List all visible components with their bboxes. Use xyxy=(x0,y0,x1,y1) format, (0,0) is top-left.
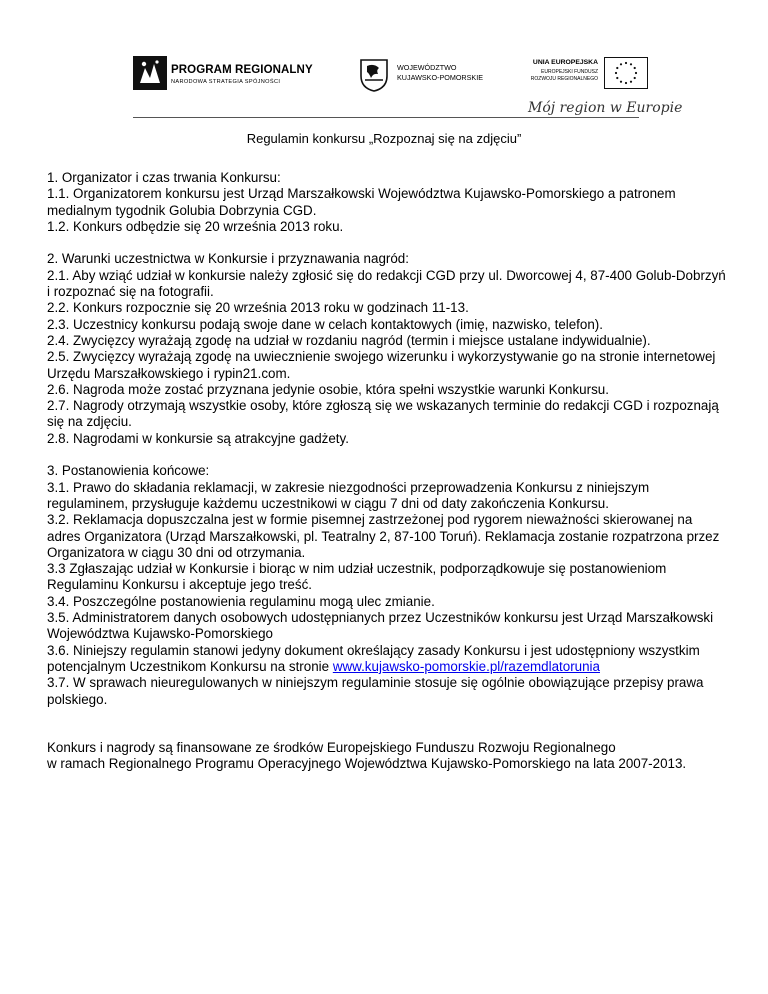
program-regionalny-subtitle: NARODOWA STRATEGIA SPÓJNOŚCI xyxy=(171,79,281,85)
section3-item: 3.2. Reklamacja dopuszczalna jest w formie pisemnej zastrzeżonej pod rygorem nieważności skierowanej na adres Organizatora (Urząd Marszałkowski, pl. Teatralny 2, 87-100 Toruń). Reklamacja zostanie rozpatrzona przez Organizatora w ciągu 30 dni od otrzymania. xyxy=(47,512,720,560)
program-regionalny-emblem-icon xyxy=(133,56,167,90)
section3-item: 3.1. Prawo do składania reklamacji, w zakresie niezgodności przeprowadzenia Konkursu z niniejszym regulaminem, przysługuje każdemu uczestnikowi w ciągu 7 dni od daty zakończenia Konkursu. xyxy=(47,479,650,511)
document-title: Regulamin konkursu „Rozpoznaj się na zdjęciu” xyxy=(246,131,522,146)
region-logo-line2: KUJAWSKO-POMORSKIE xyxy=(397,73,483,82)
eu-logo-line3: ROZWOJU REGIONALNEGO xyxy=(530,76,598,82)
section2-item: 2.7. Nagrody otrzymają wszystkie osoby, które zgłoszą się we wskazanych terminie do redakcji CGD i rozpoznają się na zdjęciu. xyxy=(47,398,719,430)
document-body xyxy=(47,170,727,772)
section1-item: 1.1. Organizatorem konkursu jest Urząd Marszałkowski Województwa Kujawsko-Pomorskiego a patronem medialnym tygodnik Golubia Dobrzynia CGD. xyxy=(47,186,676,218)
coat-of-arms-icon xyxy=(359,58,389,92)
eu-flag-icon xyxy=(604,57,648,89)
section2-item: 2.4. Zwycięzcy wyrażają zgodę na udział w rozdaniu nagród (termin i miejsce ustalane indywidualnie). xyxy=(47,332,651,348)
funding-line1: Konkurs i nagrody są finansowane ze środków Europejskiego Funduszu Rozwoju Regionalnego xyxy=(47,739,616,755)
section2-item: 2.1. Aby wziąć udział w konkursie należy zgłosić się do redakcji CGD przy ul. Dworcowej 4, 87-400 Golub-Dobrzyń i rozpoznać się na fotografii. xyxy=(47,267,726,300)
section2-item: 2.2. Konkurs rozpocznie się 20 września 2013 roku w godzinach 11-13. xyxy=(47,300,469,316)
section3-heading: 3. Postanowienia końcowe: xyxy=(47,463,210,479)
program-regionalny-title: PROGRAM REGIONALNY xyxy=(171,64,313,76)
header-divider xyxy=(133,117,639,118)
section3-item: 3.7. W sprawach nieuregulowanych w niniejszym regulaminie stosuje się ogólnie obowiązujące przepisy prawa polskiego. xyxy=(47,675,704,707)
section3-item-3-6 xyxy=(47,643,727,676)
section2-item: 2.3. Uczestnicy konkursu podają swoje dane w celach kontaktowych (imię, nazwisko, telefon). xyxy=(47,316,603,332)
section2-item: 2.6. Nagroda może zostać przyznana jedynie osobie, która spełni wszystkie warunki Konkursu. xyxy=(47,381,609,397)
item-3-6-text: 3.6. Niniejszy regulamin stanowi jedyny dokument określający zasady Konkursu i jest udostępniony wszystkim potencjalnym Uczestnikom Konkursu na stronie xyxy=(47,642,700,674)
section3-item: 3.3 Zgłaszając udział w Konkursie i biorąc w nim udział uczestnik, podporządkowuje się postanowieniom Regulaminu Konkursu i akceptuje jego treść. xyxy=(47,561,667,593)
eu-logo xyxy=(531,57,651,91)
section3-item: 3.4. Poszczególne postanowienia regulaminu mogą ulec zmianie. xyxy=(47,593,435,609)
section1-item: 1.2. Konkurs odbędzie się 20 września 2013 roku. xyxy=(47,218,344,234)
section2-item: 2.8. Nagrodami w konkursie są atrakcyjne gadżety. xyxy=(47,430,349,446)
document-header xyxy=(0,0,768,125)
eu-logo-line2: EUROPEJSKI FUNDUSZ xyxy=(541,69,598,75)
eu-logo-line1: UNIA EUROPEJSKA xyxy=(532,59,598,66)
section3-item: 3.5. Administratorem danych osobowych udostępnianych przez Uczestników konkursu jest Urząd Marszałkowski Województwa Kujawsko-Pomorskiego xyxy=(47,610,714,642)
section1-heading: 1. Organizator i czas trwania Konkursu: xyxy=(47,170,281,185)
section2-item: 2.5. Zwycięzcy wyrażają zgodę na uwiecznienie swojego wizerunku i wykorzystywanie go na stronie internetowej Urzędu Marszałkowskiego i rypin21.com. xyxy=(47,349,716,381)
program-regionalny-logo xyxy=(133,56,333,96)
slogan: Mój region w Europie xyxy=(528,100,683,116)
section2-heading: 2. Warunki uczestnictwa w Konkursie i przyznawania nagród: xyxy=(47,251,409,267)
kujawsko-pomorskie-logo xyxy=(359,58,519,94)
regulations-link[interactable]: www.kujawsko-pomorskie.pl/razemdlatorunia xyxy=(332,658,600,674)
region-logo-line1: WOJEWÓDZTWO xyxy=(397,63,457,72)
funding-line2: w ramach Regionalnego Programu Operacyjnego Województwa Kujawsko-Pomorskiego na lata 2007-2013. xyxy=(47,756,687,772)
